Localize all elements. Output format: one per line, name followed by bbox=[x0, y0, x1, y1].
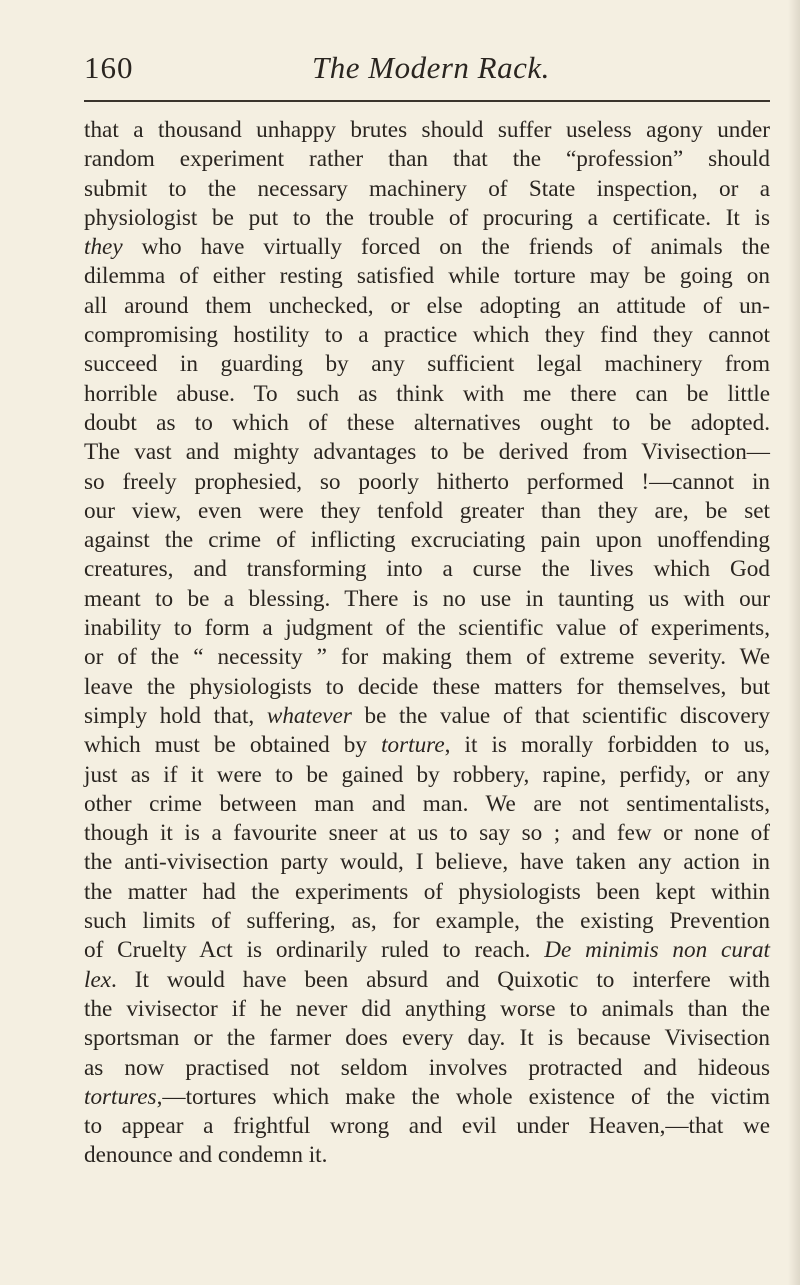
text-line: all around them unchecked, or else adopting an attitude of un- bbox=[84, 292, 770, 319]
text-line: the anti-vivisection party would, I believe, have taken any action in bbox=[84, 849, 770, 876]
text-line: tortures,—tortures which make the whole existence of the victim bbox=[84, 1083, 770, 1110]
italic-phrase: torture bbox=[381, 732, 445, 759]
page-header bbox=[0, 50, 800, 90]
italic-phrase: tortures bbox=[84, 1083, 157, 1110]
italic-phrase: lex bbox=[84, 966, 112, 993]
text-line: of Cruelty Act is ordinarily ruled to reach. De minimis non curat bbox=[84, 937, 770, 964]
text-line: or of the “ necessity ” for making them of extreme severity. We bbox=[84, 644, 770, 671]
italic-phrase: they bbox=[84, 234, 123, 261]
text-line: dilemma of either resting satisfied while torture may be going on bbox=[84, 263, 770, 290]
header-rule bbox=[84, 100, 770, 102]
italic-phrase: De minimis non curat bbox=[544, 937, 770, 964]
text-line: meant to be a blessing. There is no use in taunting us with our bbox=[84, 585, 770, 612]
text-line: leave the physiologists to decide these matters for themselves, but bbox=[84, 673, 770, 700]
text-line: sportsman or the farmer does every day. It is because Vivisection bbox=[84, 1025, 770, 1052]
text-line: as now practised not seldom involves protracted and hideous bbox=[84, 1054, 770, 1081]
text-line: succeed in guarding by any sufficient legal machinery from bbox=[84, 351, 770, 378]
text-line: other crime between man and man. We are not sentimentalists, bbox=[84, 790, 770, 817]
text-line: so freely prophesied, so poorly hitherto performed !—cannot in bbox=[84, 468, 770, 495]
text-line: physiologist be put to the trouble of procuring a certificate. It is bbox=[84, 204, 770, 231]
text-line: which must be obtained by torture, it is morally forbidden to us, bbox=[84, 732, 770, 759]
text-line: just as if it were to be gained by robbery, rapine, perfidy, or any bbox=[84, 761, 770, 788]
text-line: random experiment rather than that the “profession” should bbox=[84, 146, 770, 173]
text-line: such limits of suffering, as, for example, the existing Prevention bbox=[84, 908, 770, 935]
running-title: The Modern Rack. bbox=[312, 50, 550, 85]
body-text bbox=[84, 116, 770, 1171]
text-line: against the crime of inflicting excruciating pain upon unoffending bbox=[84, 527, 770, 554]
text-line: creatures, and transforming into a curse the lives which God bbox=[84, 556, 770, 583]
text-line: compromising hostility to a practice which they find they cannot bbox=[84, 322, 770, 349]
text-line: inability to form a judgment of the scientific value of experiments, bbox=[84, 615, 770, 642]
text-line: submit to the necessary machinery of State inspection, or a bbox=[84, 175, 770, 202]
text-line: though it is a favourite sneer at us to say so ; and few or none of bbox=[84, 820, 770, 847]
text-line: the matter had the experiments of physiologists been kept within bbox=[84, 878, 770, 905]
page-edge-shadow bbox=[788, 0, 800, 1285]
text-line: denounce and condemn it. bbox=[84, 1142, 328, 1169]
text-line: simply hold that, whatever be the value of that scientific discovery bbox=[84, 702, 770, 729]
text-line: that a thousand unhappy brutes should suffer useless agony under bbox=[84, 117, 770, 143]
text-line: lex. It would have been absurd and Quixotic to interfere with bbox=[84, 966, 770, 993]
text-line: to appear a frightful wrong and evil under Heaven,—that we bbox=[84, 1113, 770, 1140]
text-line: The vast and mighty advantages to be derived from Vivisection— bbox=[84, 439, 770, 466]
page-number: 160 bbox=[84, 50, 134, 85]
text-line: doubt as to which of these alternatives ought to be adopted. bbox=[84, 409, 770, 436]
italic-phrase: whatever bbox=[266, 702, 352, 729]
text-line: they who have virtually forced on the friends of animals the bbox=[84, 234, 770, 261]
text-line: horrible abuse. To such as think with me there can be little bbox=[84, 380, 770, 407]
text-line: our view, even were they tenfold greater than they are, be set bbox=[84, 497, 770, 524]
text-line: the vivisector if he never did anything worse to animals than the bbox=[84, 995, 770, 1022]
